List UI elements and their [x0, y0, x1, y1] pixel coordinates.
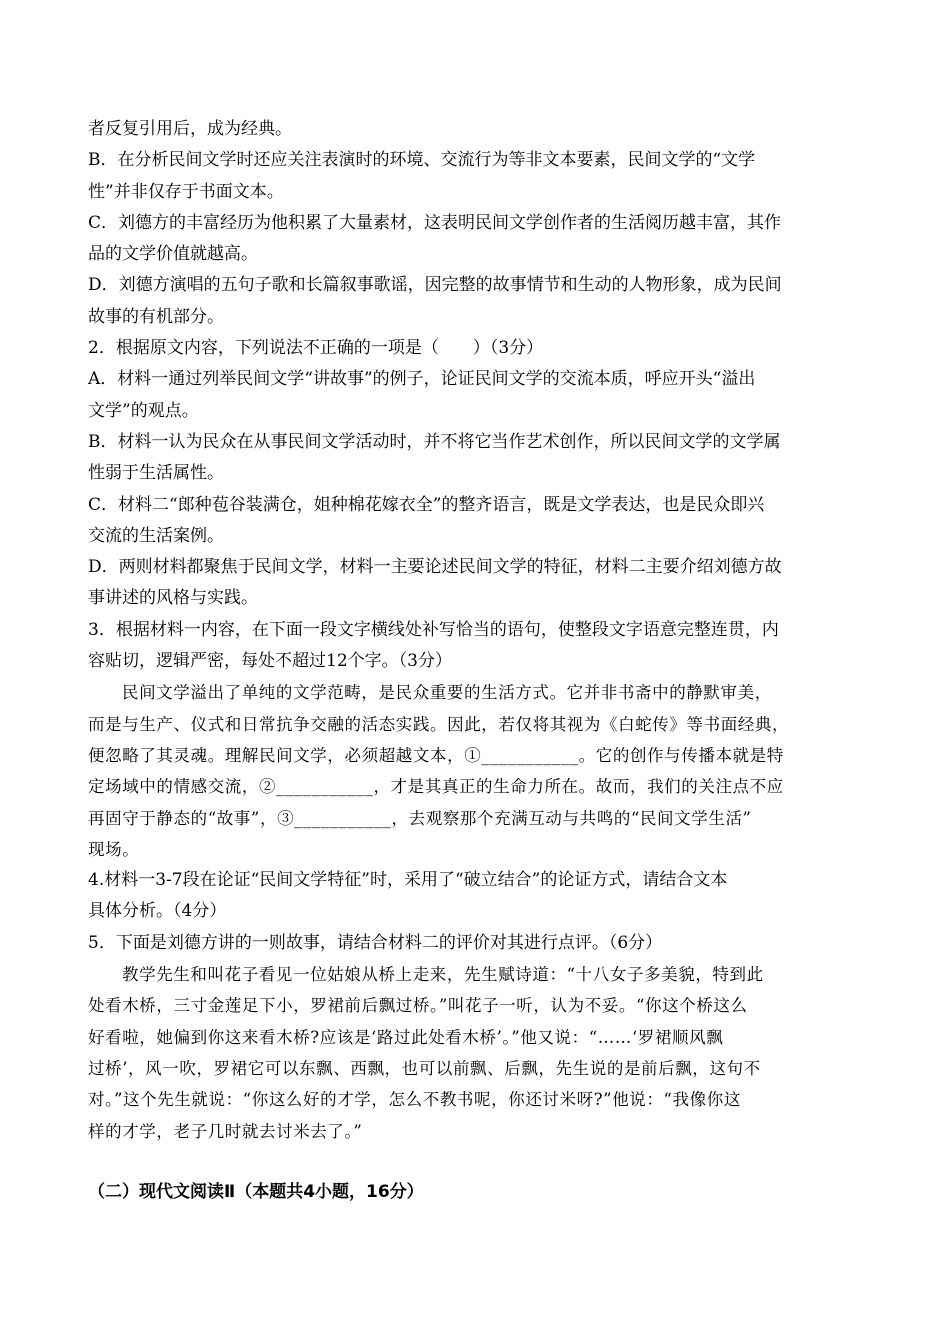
q5-story-line: 过桥’，风一吹，罗裙它可以东飘、西飘，也可以前飘、后飘，先生说的是前后飘，这句不	[88, 1058, 761, 1078]
q1-option-c-cont: 品的文学价值就越高。	[88, 244, 258, 265]
q5-story-line: 处看木桥，三寸金莲足下小，罗裙前后飘过桥。”叫花子一听，认为不妥。“你这个桥这么	[88, 996, 748, 1016]
q1-option-b: B．在分析民间文学时还应关注表演时的环境、交流行为等非文本要素，民间文学的“文学	[88, 150, 756, 171]
section-gap	[88, 1147, 862, 1177]
q5-story-line: 对。”这个先生就说：“你这么好的才学，怎么不教书呢，你还讨米呀?”他说：“我像你这	[88, 1090, 741, 1110]
q2-option-c-cont: 交流的生活案例。	[88, 525, 224, 546]
q2-option-a: A．材料一通过列举民间文学“讲故事”的例子，论证民间文学的交流本质，呼应开头“溢出	[88, 369, 756, 390]
document-page	[88, 114, 862, 1208]
q3-passage-line: 民间文学溢出了单纯的文学范畴，是民众重要的生活方式。它并非书斋中的静默审美，	[122, 683, 772, 703]
q5-stem: 5．下面是刘德方讲的一则故事，请结合材料二的评价对其进行点评。（6分）	[88, 932, 663, 953]
q4-stem: 4.材料一3-7段在论证“民间文学特征”时，采用了“破立结合”的论证方式，请结合文本	[88, 870, 728, 891]
q1-line: 者反复引用后，成为经典。	[88, 119, 292, 139]
q2-option-a-cont: 文学”的观点。	[88, 400, 199, 421]
q3-passage-line: 现场。	[88, 839, 140, 859]
q2-option-d: D．两则材料都聚焦于民间文学，材料一主要论述民间文学的特征，材料二主要介绍刘德方故	[88, 557, 782, 578]
q5-story-line: 样的才学，老子几时就去讨米去了。”	[88, 1121, 363, 1141]
q3-passage-line: 定场域中的情感交流，②___________，才是其真正的生命力所在。故而，我们的关注点不应	[88, 777, 784, 797]
q2-option-b: B．材料一认为民众在从事民间文学活动时，并不将它当作艺术创作，所以民间文学的文学属	[88, 431, 781, 452]
q2-option-d-cont: 事讲述的风格与实践。	[88, 588, 258, 609]
q2-stem: 2．根据原文内容，下列说法不正确的一项是（ ）（3分）	[88, 338, 544, 359]
q3-passage-line: 再固守于静态的“故事”，③___________，去观察那个充满互动与共鸣的“民间文学生活”	[88, 808, 752, 828]
q3-passage-line: 便忽略了其灵魂。理解民间文学，必须超越文本，①___________。它的创作与传播本就是特	[88, 745, 784, 765]
q2-option-b-cont: 性弱于生活属性。	[88, 463, 224, 484]
q3-stem: 3．根据材料一内容，在下面一段文字横线处补写恰当的语句，使整段文字语意完整连贯，内	[88, 619, 779, 640]
q2-option-c: C．材料二“郎种苞谷装满仓，姐种棉花嫁衣全”的整齐语言，既是文学表达，也是民众即兴	[88, 494, 765, 515]
q5-story-line: 好看啦，她偏到你这来看木桥?应该是‘路过此处看木桥’。”他又说：“……‘罗裙顺风飘	[88, 1027, 724, 1047]
q1-option-d-cont: 故事的有机部分。	[88, 306, 224, 327]
q4-stem-cont: 具体分析。（4分）	[88, 901, 227, 922]
q1-option-d: D．刘德方演唱的五句子歌和长篇叙事歌谣，因完整的故事情节和生动的人物形象，成为民间	[88, 275, 782, 296]
q5-story-line: 教学先生和叫花子看见一位姑娘从桥上走来，先生赋诗道：“十八女子多美貌，特到此	[122, 965, 764, 985]
q3-stem-cont: 容贴切，逻辑严密，每处不超过12个字。（3分）	[88, 651, 452, 672]
q3-passage-line: 而是与生产、仪式和日常抗争交融的活态实践。因此，若仅将其视为《白蛇传》等书面经典，	[88, 714, 790, 734]
q1-option-b-cont: 性”并非仅存于书面文本。	[88, 181, 284, 202]
section-heading: （二）现代文阅读Ⅱ（本题共4小题，16分）	[88, 1181, 424, 1202]
q1-option-c: C．刘德方的丰富经历为他积累了大量素材，这表明民间文学创作者的生活阅历越丰富，其作	[88, 212, 782, 233]
